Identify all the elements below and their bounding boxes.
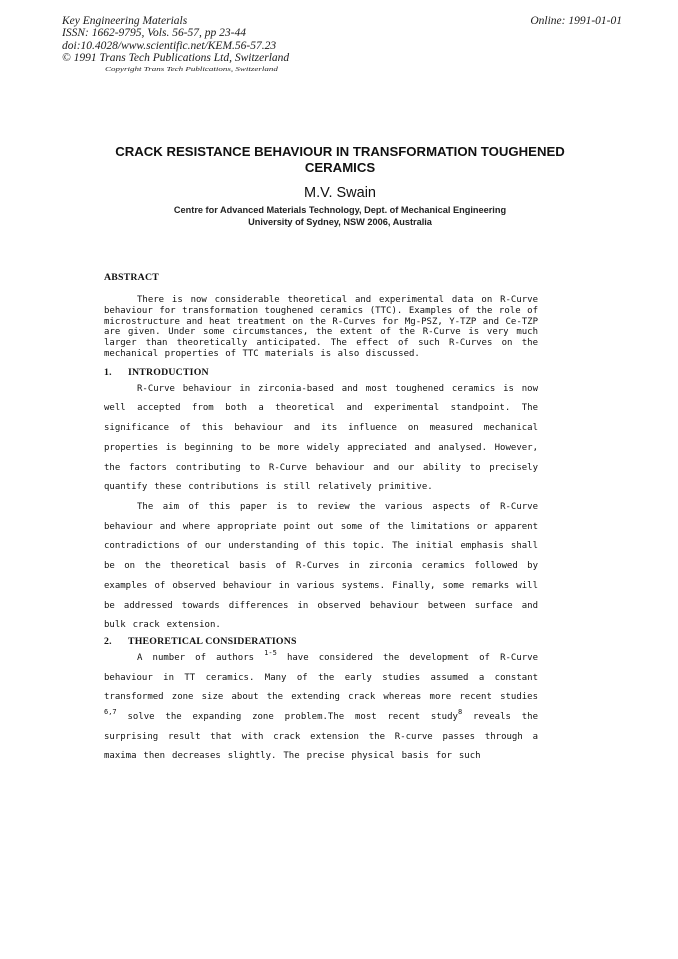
paper-body (104, 272, 538, 767)
affiliation-line-2: University of Sydney, NSW 2006, Australia (248, 216, 432, 227)
section-2-title: THEORETICAL CONSIDERATIONS (128, 635, 297, 647)
theory-paragraph (104, 649, 538, 767)
abstract-heading: ABSTRACT (104, 272, 159, 283)
journal-name: Key Engineering Materials (62, 15, 188, 27)
author-name: M.V. Swain (304, 185, 376, 201)
citation-6-7: 6,7 (104, 708, 117, 717)
theory-text-c: solve the expanding zone problem.The most recent study (127, 712, 458, 723)
issn-line: ISSN: 1662-9795, Vols. 56-57, pp 23-44 (62, 27, 246, 40)
section-1-number: 1. (104, 366, 112, 378)
citation-1-5: 1-5 (264, 648, 277, 657)
intro-paragraph-1: R-Curve behaviour in zirconia-based and most toughened ceramics is now well accepted from both a theoretical and experimental standpoint. The significance of this behaviour and its influence on measured mechanical properties is beginning to be more widely appreciated and analysed. However, the factors contributing to R-Curve behaviour and our ability to precisely quantify these contributions is still relatively primitive. (104, 383, 538, 493)
affiliation (60, 205, 620, 228)
section-2-heading (104, 636, 538, 647)
doi-line: doi:10.4028/www.scientific.net/KEM.56-57.23 (62, 39, 277, 52)
copyright-small-line: Copyright Trans Tech Publications, Switzerland (105, 64, 278, 73)
section-2-number: 2. (104, 635, 112, 647)
intro-paragraph-2: The aim of this paper is to review the various aspects of R-Curve behaviour and where appropriate point out some of the limitations or apparent contradictions of our understanding of this topic. The initial emphasis shall be on the theoretical basis of R-Curves in zirconia ceramics followed by examples of observed behaviour in various systems. Finally, some remarks will be addressed towards differences in observed behaviour between surface and bulk crack extension. (104, 502, 538, 631)
title-line-2: CERAMICS (304, 159, 376, 175)
theory-text-b: have considered the development of R-Curve behaviour in TT ceramics. Many of the early studies assumed a constant transformed zone size about the extending crack whereas more recent studies (104, 652, 539, 703)
journal-header (62, 15, 622, 75)
citation-8: 8 (457, 708, 463, 717)
copyright-line: © 1991 Trans Tech Publications Ltd, Switzerland (62, 52, 290, 65)
section-1-heading (104, 367, 538, 378)
affiliation-line-1: Centre for Advanced Materials Technology, Dept. of Mechanical Engineering (173, 205, 507, 215)
abstract-text: There is now considerable theoretical and experimental data on R-Curve behaviour for transformation toughened ceramics (TTC). Examples of the role of microstructure and heat treatment on the R-Curves for Mg-PSZ, Y-TZP and Ce-TZP are given. Under some circumstances, the extent of the R-Curve is very much larger than theoretically anticipated. The effect of such R-Curves on the mechanical properties of TTC materials is also discussed. (104, 295, 538, 359)
online-date: Online: 1991-01-01 (530, 15, 622, 27)
theory-text-a: A number of authors (137, 652, 255, 663)
title-line-1: CRACK RESISTANCE BEHAVIOUR IN TRANSFORMATION TOUGHENED (115, 144, 565, 159)
section-1-title: INTRODUCTION (128, 366, 209, 378)
theory-text-d: reveals the surprising result that with crack extension the R-curve passes through a maxima then decreases slightly. The precise physical basis for such (104, 712, 538, 762)
paper-title (60, 144, 620, 175)
